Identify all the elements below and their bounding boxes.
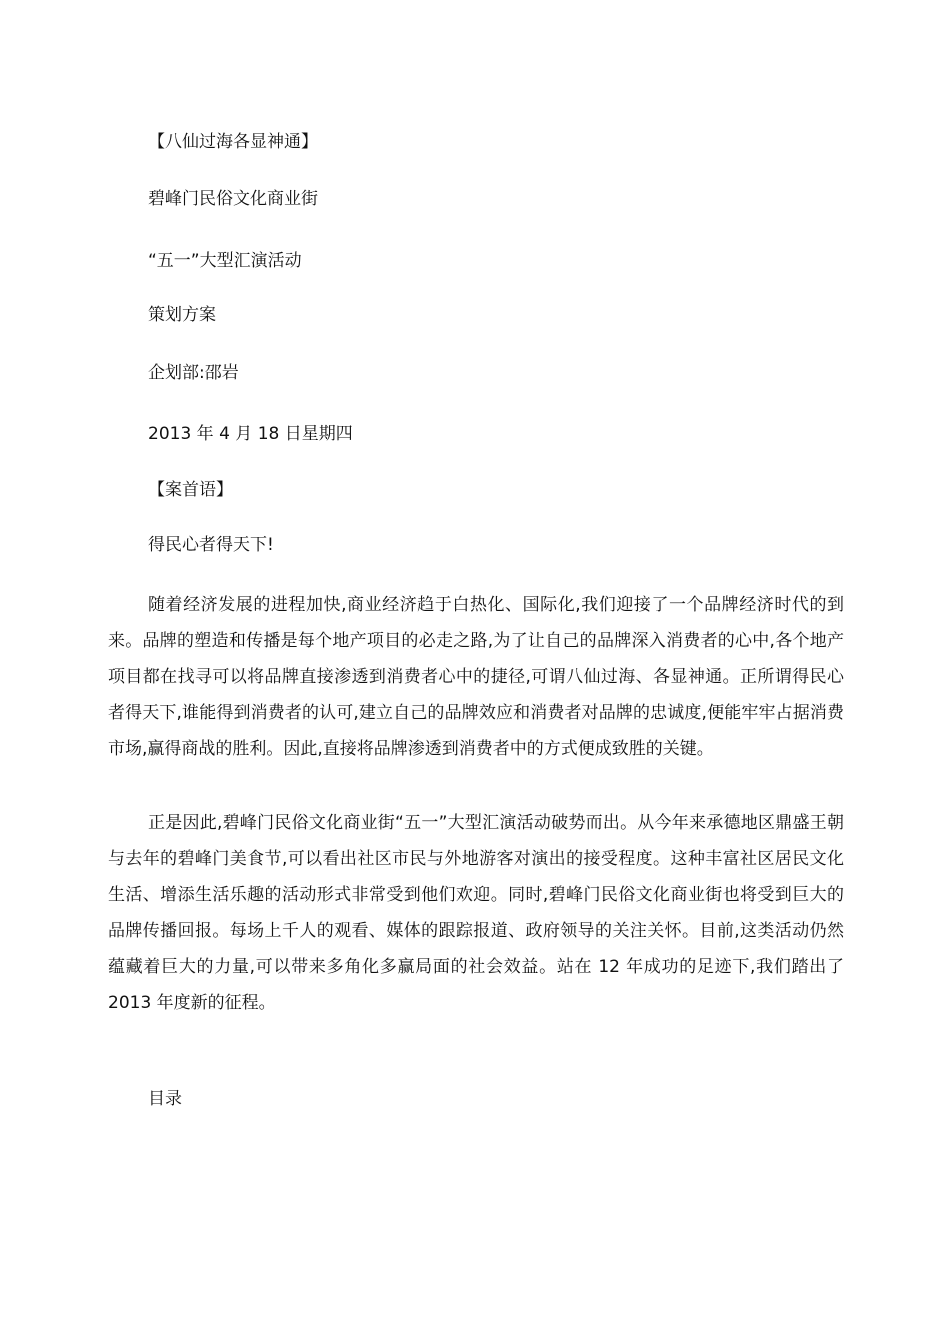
author-line: 企划部:邵岩 (148, 363, 239, 383)
document-type: 策划方案 (148, 305, 216, 325)
slogan-line: 得民心者得天下! (148, 535, 274, 555)
project-name: 碧峰门民俗文化商业街 (148, 189, 318, 209)
body-paragraph-1: 随着经济发展的进程加快,商业经济趋于白热化、国际化,我们迎接了一个品牌经济时代的到来。品牌的塑造和传播是每个地产项目的必走之路,为了让自己的品牌深入消费者的心中,各个地产项目都在找寻可以将品牌直接渗透到消费者心中的捷径,可谓八仙过海、各显神通。正所谓得民心者得天下,谁能得到消费者的认可,建立自己的品牌效应和消费者对品牌的忠诚度,便能牢牢占据消费市场,赢得商战的胜利。因此,直接将品牌渗透到消费者中的方式便成致胜的关键。 (108, 595, 844, 759)
body-paragraph-2: 正是因此,碧峰门民俗文化商业街“五一”大型汇演活动破势而出。从今年来承德地区鼎盛王朝与去年的碧峰门美食节,可以看出社区市民与外地游客对演出的接受程度。这种丰富社区居民文化生活、增添生活乐趣的活动形式非常受到他们欢迎。同时,碧峰门民俗文化商业街也将受到巨大的品牌传播回报。每场上千人的观看、媒体的跟踪报道、政府领导的关注关怀。目前,这类活动仍然蕴藏着巨大的力量,可以带来多角化多赢局面的社会效益。站在 12 年成功的足迹下,我们踏出了 2013 年度新的征程。 (108, 813, 844, 1013)
preface-title: 【案首语】 (148, 480, 233, 500)
document-heading: 【八仙过海各显神通】 (148, 132, 318, 152)
event-name: “五一”大型汇演活动 (148, 251, 302, 271)
toc-title: 目录 (148, 1089, 182, 1109)
date-line: 2013 年 4 月 18 日星期四 (148, 424, 353, 444)
